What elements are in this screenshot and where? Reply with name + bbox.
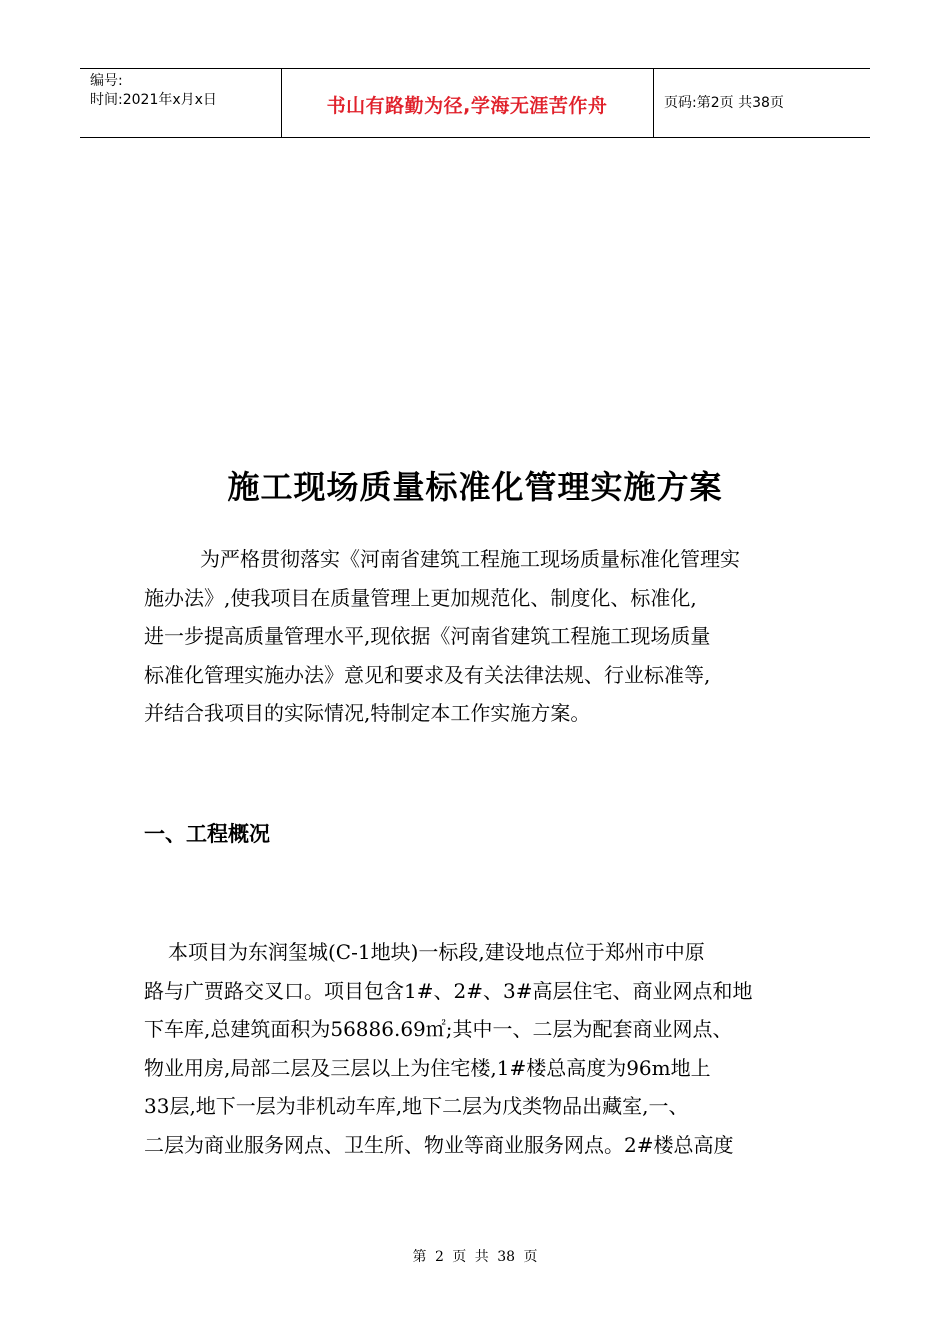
overview-line: 路与广贾路交叉口。项目包含1#、2#、3#高层住宅、商业网点和地 <box>144 978 753 1003</box>
header-page-info: 页码:第2页 共38页 <box>664 95 784 111</box>
page-header <box>80 68 870 138</box>
intro-line: 并结合我项目的实际情况,特制定本工作实施方案。 <box>144 701 591 725</box>
intro-line: 进一步提高质量管理水平,现依据《河南省建筑工程施工现场质量 <box>144 624 711 648</box>
document-title: 施工现场质量标准化管理实施方案 <box>227 468 723 506</box>
overview-line: 二层为商业服务网点、卫生所、物业等商业服务网点。2#楼总高度 <box>144 1132 734 1157</box>
overview-line: 下车库,总建筑面积为56886.69㎡;其中一、二层为配套商业网点、 <box>144 1017 733 1041</box>
section-heading-overview: 一、工程概况 <box>144 821 270 846</box>
intro-line: 为严格贯彻落实《河南省建筑工程施工现场质量标准化管理实 <box>200 547 740 571</box>
header-meta-cell <box>80 69 282 137</box>
document-date-label: 时间:2021年x月x日 <box>90 92 217 108</box>
overview-line: 本项目为东润玺城(C-1地块)一标段,建设地点位于郑州市中原 <box>168 940 705 964</box>
document-number-label: 编号: <box>90 73 123 89</box>
intro-paragraph <box>144 540 814 733</box>
header-motto: 书山有路勤为径,学海无涯苦作舟 <box>326 95 608 117</box>
page-footer: 第 2 页 共 38 页 <box>412 1249 538 1265</box>
intro-line: 施办法》,使我项目在质量管理上更加规范化、制度化、标准化, <box>144 585 697 610</box>
header-page-cell <box>654 69 870 137</box>
overview-line: 物业用房,局部二层及三层以上为住宅楼,1#楼总高度为96m地上 <box>144 1055 711 1080</box>
overview-line: 33层,地下一层为非机动车库,地下二层为戊类物品出藏室,一、 <box>144 1094 689 1118</box>
intro-line: 标准化管理实施办法》意见和要求及有关法律法规、行业标准等, <box>144 662 711 687</box>
overview-paragraph <box>144 933 814 1164</box>
header-motto-cell <box>281 69 654 137</box>
